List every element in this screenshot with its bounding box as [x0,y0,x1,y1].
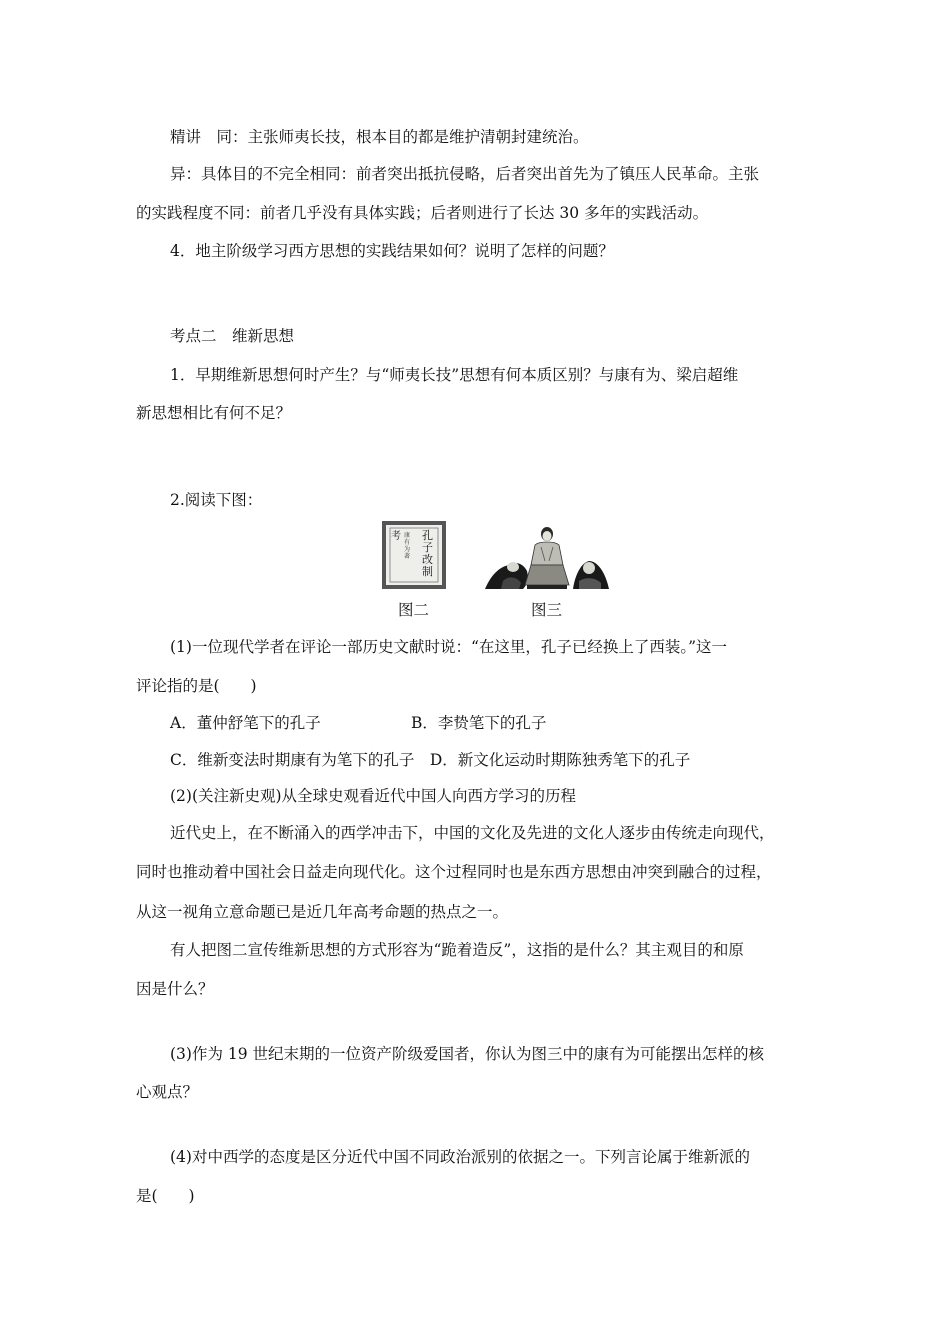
part-2-para2-line-1: 有人把图二宣传维新思想的方式形容为“跪着造反”，这指的是什么？其主观目的和原 [170,941,744,959]
yi-line-2: 的实践程度不同：前者几乎没有具体实践；后者则进行了长达 30 多年的实践活动。 [136,204,709,222]
part-2-title: (2)(关注新史观)从全球史观看近代中国人向西方学习的历程 [170,787,577,805]
figure-3-kang-youwei-portrait [483,521,611,591]
part-2-para1-line-1: 近代史上，在不断涌入的西学冲击下，中国的文化及先进的文化人逐步由传统走向现代， [170,824,775,842]
jingjiang-tong: 精讲 同：主张师夷长技，根本目的都是维护清朝封建统治。 [170,128,589,146]
portrait-image [483,521,611,591]
book-left-char: 考 [391,531,401,542]
question-4: 4．地主阶级学习西方思想的实践结果如何？说明了怎样的问题？ [170,242,614,260]
part-3-line-2: 心观点？ [136,1083,199,1101]
option-b: B．李贽笔下的孔子 [411,714,547,732]
part-4-line-2: 是( ) [136,1187,195,1205]
section-heading-kaodian2: 考点二 维新思想 [170,327,295,345]
question-1-line-2: 新思想相比有何不足？ [136,404,292,422]
part-2-para2-line-2: 因是什么？ [136,980,214,998]
part-1-line-2: 评论指的是( ) [136,677,257,695]
figure-2-book-cover [382,521,446,589]
part-4-line-1: (4)对中西学的态度是区分近代中国不同政治派别的依据之一。下列言论属于维新派的 [170,1148,750,1166]
part-3-line-1: (3)作为 19 世纪末期的一位资产阶级爱国者，你认为图三中的康有为可能摆出怎样的核 [170,1045,765,1063]
option-c-d: C．维新变法时期康有为笔下的孔子 D．新文化运动时期陈独秀笔下的孔子 [170,751,691,769]
part-2-para1-line-2: 同时也推动着中国社会日益走向现代化。这个过程同时也是东西方思想由冲突到融合的过程， [136,863,772,881]
figure-3-caption: 图三 [531,601,563,619]
figure-2-caption: 图二 [398,601,430,619]
option-a: A．董仲舒笔下的孔子 [170,714,321,732]
book-author: 康有为著 [404,532,411,560]
part-1-line-1: (1)一位现代学者在评论一部历史文献时说：“在这里，孔子已经换上了西装。”这一 [170,638,728,656]
part-2-para1-line-3: 从这一视角立意命题已是近几年高考命题的热点之一。 [136,903,509,921]
question-1-line-1: 1．早期维新思想何时产生？与“师夷长技”思想有何本质区别？与康有为、梁启超维 [170,366,739,384]
book-title: 孔子改制 [422,529,433,578]
yi-line-1: 异：具体目的不完全相同：前者突出抵抗侵略，后者突出首先为了镇压人民革命。主张 [170,165,760,183]
question-2-intro: 2.阅读下图： [170,491,263,509]
